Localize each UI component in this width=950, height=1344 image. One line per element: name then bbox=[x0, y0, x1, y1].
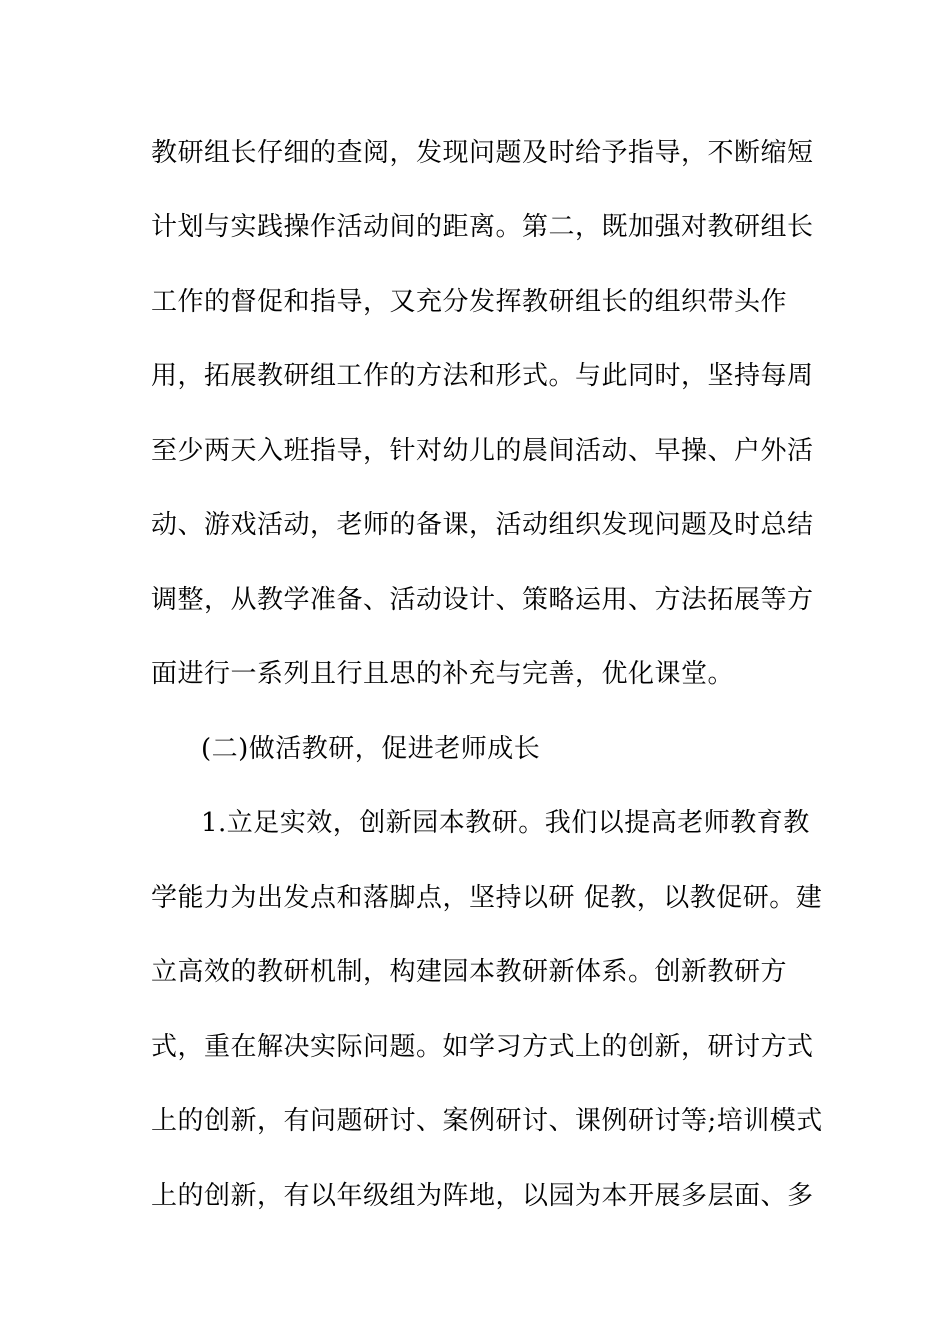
text-line: 动、游戏活动，老师的备课，活动组织发现问题及时总结 bbox=[151, 510, 814, 540]
text-line: 立高效的教研机制，构建园本教研新体系。创新教研方 bbox=[151, 957, 788, 987]
text-line: 用，拓展教研组工作的方法和形式。与此同时，坚持每周 bbox=[151, 361, 814, 391]
text-line: 计划与实践操作活动间的距离。第二，既加强对教研组长 bbox=[151, 212, 814, 242]
text-line: 工作的督促和指导，又充分发挥教研组长的组织带头作 bbox=[151, 287, 788, 317]
text-line: 式，重在解决实际问题。如学习方式上的创新，研讨方式 bbox=[151, 1032, 814, 1062]
text-line: 至少两天入班指导，针对幼儿的晨间活动、早操、户外活 bbox=[151, 436, 814, 466]
text-line: 上的创新，有问题研讨、案例研讨、课例研讨等;培训模式 bbox=[151, 1106, 823, 1136]
section-heading: (二)做活教研，促进老师成长 bbox=[201, 734, 541, 764]
text-line: 1.立足实效，创新园本教研。我们以提高老师教育教 bbox=[201, 808, 810, 838]
text-line: 上的创新，有以年级组为阵地，以园为本开展多层面、多 bbox=[151, 1181, 814, 1211]
text-line: 调整，从教学准备、活动设计、策略运用、方法拓展等方 bbox=[151, 585, 814, 615]
text-line: 面进行一系列且行且思的补充与完善，优化课堂。 bbox=[151, 659, 735, 689]
text-line: 教研组长仔细的查阅，发现问题及时给予指导，不断缩短 bbox=[151, 138, 814, 168]
text-line: 学能力为出发点和落脚点，坚持以研 促教，以教促研。建 bbox=[151, 883, 823, 913]
